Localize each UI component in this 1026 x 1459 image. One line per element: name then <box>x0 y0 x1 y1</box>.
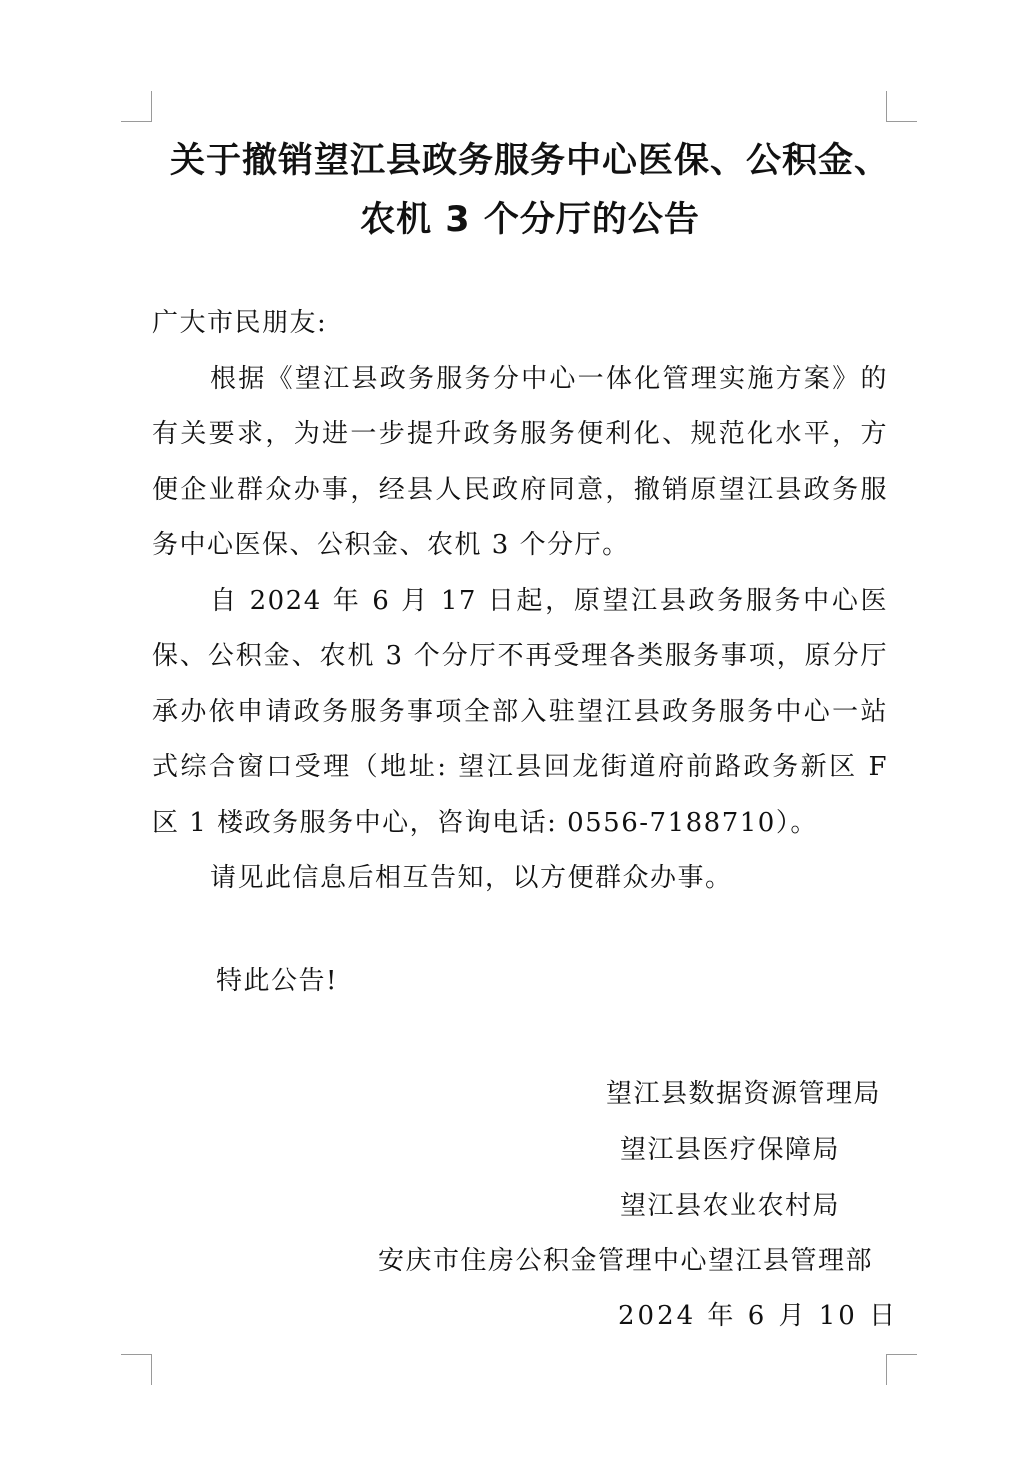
document-title-line-2: 农机 3 个分厅的公告 <box>360 200 700 240</box>
crop-mark-bottom-right <box>886 1354 917 1385</box>
issue-date: 2024 年 6 月 10 日 <box>618 1301 899 1331</box>
closing-remark: 特此公告! <box>216 966 338 996</box>
signature-agriculture-bureau: 望江县农业农村局 <box>620 1191 841 1221</box>
salutation: 广大市民朋友: <box>152 308 328 338</box>
crop-mark-bottom-left <box>121 1354 152 1385</box>
paragraph-2: 自 2024 年 6 月 17 日起，原望江县政务服务中心医保、公积金、农机 3 个分厅不再受理各类服务事项，原分厅承办依申请政务服务事项全部入驻望江县政务服务中心一站式综合窗口受理（地址: 望江县回龙街道府前路政务新区 F 区 1 楼政务服务中心，咨询电话: 0556-7188710）。 <box>152 585 888 838</box>
paragraph-1: 根据《望江县政务服务分中心一体化管理实施方案》的有关要求，为进一步提升政务服务便利化、规范化水平，方便企业群众办事，经县人民政府同意，撤销原望江县政务服务中心医保、公积金、农机 3 个分厅。 <box>152 363 888 560</box>
crop-mark-top-left <box>121 91 152 122</box>
signature-data-resources-bureau: 望江县数据资源管理局 <box>606 1079 882 1109</box>
paragraph-3: 请见此信息后相互告知，以方便群众办事。 <box>210 863 733 893</box>
signature-medical-security-bureau: 望江县医疗保障局 <box>620 1135 841 1165</box>
crop-mark-top-right <box>886 91 917 122</box>
signature-housing-fund-center: 安庆市住房公积金管理中心望江县管理部 <box>378 1246 874 1276</box>
announcement-body <box>152 296 888 907</box>
document-title-line-1: 关于撤销望江县政务服务中心医保、公积金、 <box>169 141 890 181</box>
